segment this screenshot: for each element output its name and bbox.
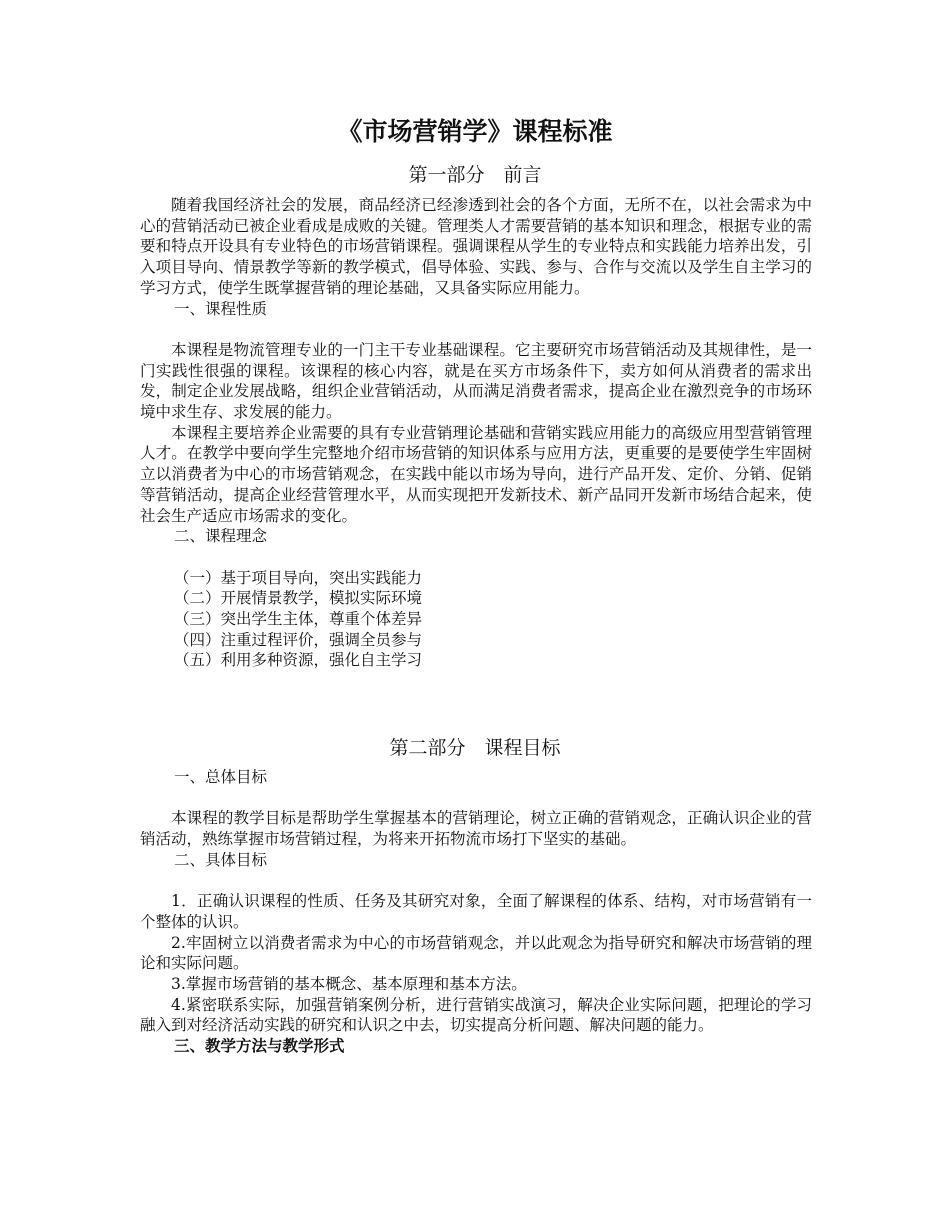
part2-content (140, 767, 812, 1057)
part2-heading: 第二部分 课程目标 (389, 737, 561, 759)
overall-paragraph: 本课程的教学目标是帮助学生掌握基本的营销理论，树立正确的营销观念，正确认识企业的营销活动，熟练掌握市场营销过程，为将来开拓物流市场打下坚实的基础。 (140, 809, 812, 849)
specific-item: 1．正确认识课程的性质、任务及其研究对象，全面了解课程的体系、结构，对市场营销有一个整体的认识。 (140, 892, 812, 931)
concept-item: （四）注重过程评价，强调全员参与 (174, 630, 423, 649)
nature-paragraph-2: 本课程主要培养企业需要的具有专业营销理论基础和营销实践应用能力的高级应用型营销管理人才。在教学中要向学生完整地介绍市场营销的知识体系与应用方法，更重要的是要使学生牢固树立以消费者为中心的市场营销观念，在实践中能以市场为导向，进行产品开发、定价、分销、促销等营销活动，提高企业经营管理水平，从而实现把开发新技术、新产品同开发新市场结合起来，使社会生产适应市场需求的变化。 (140, 423, 812, 525)
specific-item: 4.紧密联系实际，加强营销案例分析，进行营销实战演习，解决企业实际问题，把理论的学习融入到对经济活动实践的研究和认识之中去，切实提高分析问题、解决问题的能力。 (140, 995, 812, 1035)
concept-heading: 二、课程理念 (174, 527, 268, 546)
methods-heading: 三、教学方法与教学形式 (174, 1037, 345, 1056)
intro-paragraph: 随着我国经济社会的发展，商品经济已经渗透到社会的各个方面，无所不在，以社会需求为中心的营销活动已被企业看成是成败的关键。管理类人才需要营销的基本知识和理念，根据专业的需要和特点开设具有专业特色的市场营销课程。强调课程从学生的专业特点和实践能力培养出发，引入项目导向、情景教学等新的教学模式，倡导体验、实践、参与、合作与交流以及学生自主学习的学习方式，使学生既掌握营销的理论基础，又具备实际应用能力。 (140, 196, 812, 297)
concept-item: （五）利用多种资源，强化自主学习 (174, 651, 423, 670)
overall-heading: 一、总体目标 (174, 768, 268, 786)
specific-item: 3.掌握市场营销的基本概念、基本原理和基本方法。 (171, 975, 527, 993)
specific-heading: 二、具体目标 (174, 850, 268, 869)
nature-heading: 一、课程性质 (174, 299, 268, 318)
part1-content (140, 195, 812, 671)
concept-item: （一）基于项目导向，突出实践能力 (174, 568, 423, 587)
part1-heading: 第一部分 前言 (408, 164, 542, 186)
concept-item: （三）突出学生主体，尊重个体差异 (174, 610, 423, 629)
concept-item: （二）开展情景教学，模拟实际环境 (174, 589, 423, 608)
specific-item: 2.牢固树立以消费者需求为中心的市场营销观念，并以此观念为指导研究和解决市场营销的理论和实际问题。 (140, 933, 812, 973)
document-title: 《市场营销学》课程标准 (337, 117, 613, 146)
nature-paragraph-1: 本课程是物流管理专业的一门主干专业基础课程。它主要研究市场营销活动及其规律性，是一门实践性很强的课程。该课程的核心内容，就是在买方市场条件下，卖方如何从消费者的需求出发，制定企业发展战略，组织企业营销活动，从而满足消费者需求，提高企业在激烈竞争的市场环境中求生存、求发展的能力。 (140, 340, 812, 422)
